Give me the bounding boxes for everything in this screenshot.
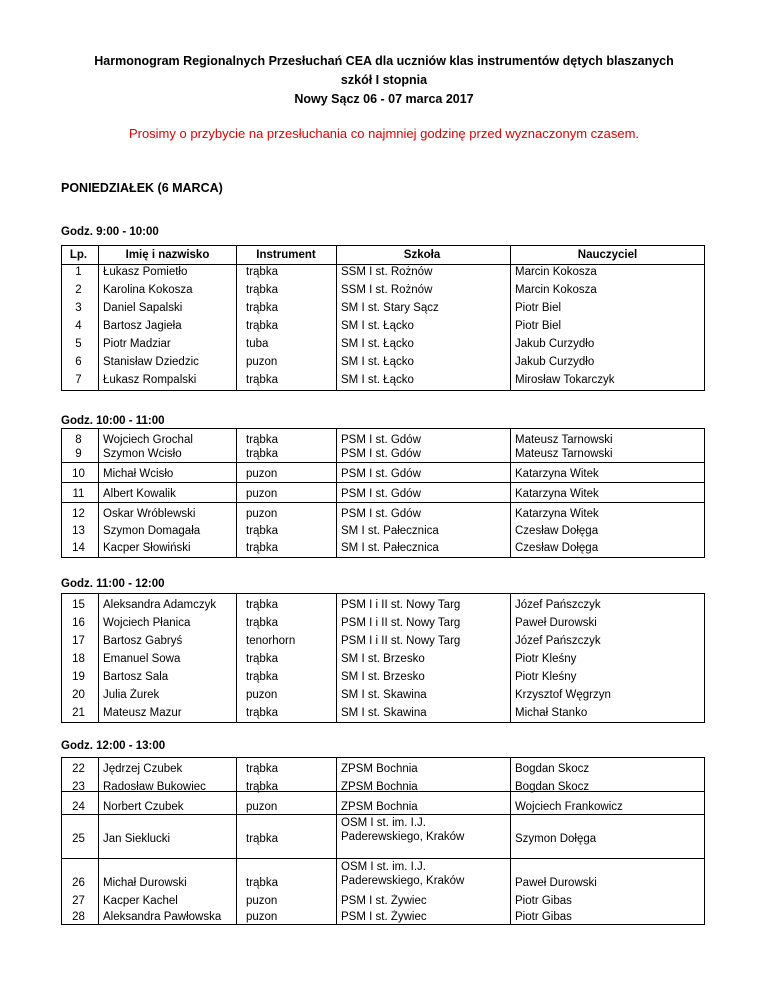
cell-school: PSM I st. Gdów [341,468,421,480]
cell-school: PSM I st. Żywiec [341,895,427,907]
cell-school [341,816,511,844]
cell-school: PSM I i II st. Nowy Targ [341,617,461,629]
cell-instrument: trąbka [246,763,278,775]
cell-school: SM I st. Skawina [341,689,427,701]
cell-lp: 17 [72,635,85,647]
cell-teacher: Krzysztof Węgrzyn [515,689,611,701]
cell-lp: 6 [75,356,82,368]
cell-teacher: Piotr Biel [515,302,562,314]
table-column-divider [98,429,99,557]
cell-instrument: trąbka [246,266,278,278]
cell-name: Jędrzej Czubek [103,763,183,775]
cell-name: Albert Kowalik [103,488,176,500]
cell-instrument: puzon [246,488,278,500]
cell-name: Karolina Kokosza [103,284,193,296]
cell-school: ZPSM Bochnia [341,781,418,793]
cell-school: PSM I i II st. Nowy Targ [341,599,461,611]
cell-instrument: tuba [246,338,269,350]
cell-lp: 14 [72,542,85,554]
school-line-2: Paderewskiego, Kraków [341,831,465,843]
time-slot-label: Godz. 12:00 - 13:00 [61,740,166,752]
cell-instrument: trąbka [246,653,278,665]
cell-name: Julia Żurek [103,689,160,701]
schedule-table [61,245,705,391]
cell-teacher: Michał Stanko [515,707,588,719]
cell-teacher: Paweł Durowski [515,617,597,629]
cell-school: SM I st. Brzesko [341,653,425,665]
cell-lp: 19 [72,671,85,683]
document-title [0,52,768,109]
cell-lp: 11 [72,488,85,500]
cell-instrument: puzon [246,468,278,480]
title-line-3: Nowy Sącz 06 - 07 marca 2017 [294,92,474,106]
table-column-divider [98,594,99,722]
cell-lp: 12 [72,508,85,520]
header-lp: Lp. [69,249,88,261]
cell-lp: 2 [75,284,82,296]
cell-instrument: trąbka [246,542,278,554]
cell-name: Łukasz Pomietło [103,266,188,278]
cell-teacher: Józef Pańszczyk [515,599,601,611]
cell-name: Wojciech Grochal [103,434,193,446]
cell-instrument: puzon [246,895,278,907]
school-line-1: OSM I st. im. I.J. [341,861,426,873]
cell-school: SM I st. Stary Sącz [341,302,439,314]
cell-school: SM I st. Pałecznica [341,525,439,537]
cell-name: Stanisław Dziedzic [103,356,199,368]
cell-name: Łukasz Rompalski [103,374,197,386]
cell-teacher: Jakub Curzydło [515,338,595,350]
cell-instrument: trąbka [246,617,278,629]
cell-lp: 16 [72,617,85,629]
cell-name: Bartosz Gabryś [103,635,183,647]
cell-lp: 25 [72,833,85,845]
cell-lp: 27 [72,895,85,907]
table-column-divider [98,246,99,390]
cell-instrument: trąbka [246,671,278,683]
cell-instrument: trąbka [246,434,278,446]
schedule-table [61,757,705,925]
cell-name: Oskar Wróblewski [103,508,196,520]
cell-teacher: Mirosław Tokarczyk [515,374,615,386]
cell-name: Michał Durowski [103,877,187,889]
cell-lp: 28 [72,911,85,923]
cell-instrument: puzon [246,801,278,813]
cell-school: PSM I st. Gdów [341,488,421,500]
cell-name: Jan Sieklucki [103,833,171,845]
title-line-1: Harmonogram Regionalnych Przesłuchań CEA dla uczniów klas instrumentów dętych blaszanych [94,54,674,68]
school-line-1: OSM I st. im. I.J. [341,817,426,829]
cell-teacher: Bogdan Skocz [515,763,590,775]
cell-school: SM I st. Łącko [341,356,414,368]
cell-teacher: Marcin Kokosza [515,284,597,296]
cell-school: PSM I st. Gdów [341,448,421,460]
cell-name: Wojciech Płanica [103,617,191,629]
cell-lp: 22 [72,763,85,775]
title-line-2: szkół I stopnia [340,73,428,87]
cell-name: Emanuel Sowa [103,653,181,665]
cell-lp: 7 [75,374,82,386]
cell-school: SM I st. Łącko [341,374,414,386]
cell-lp: 23 [72,781,85,793]
schedule-table [61,593,705,723]
cell-instrument: tenorhorn [246,635,296,647]
cell-teacher: Piotr Gibas [515,911,572,923]
cell-school: ZPSM Bochnia [341,763,418,775]
cell-lp: 1 [75,266,82,278]
cell-name: Radosław Bukowiec [103,781,206,793]
table-row-divider [62,482,704,483]
cell-name: Mateusz Mazur [103,707,182,719]
table-column-divider [336,246,337,390]
cell-teacher: Jakub Curzydło [515,356,595,368]
cell-instrument: trąbka [246,448,278,460]
cell-lp: 15 [72,599,85,611]
cell-instrument: trąbka [246,525,278,537]
cell-teacher: Katarzyna Witek [515,468,599,480]
cell-school: PSM I i II st. Nowy Targ [341,635,461,647]
cell-teacher: Piotr Gibas [515,895,572,907]
table-row-divider [62,462,704,463]
cell-name: Daniel Sapalski [103,302,183,314]
cell-instrument: trąbka [246,284,278,296]
arrival-notice: Prosimy o przybycie na przesłuchania co najmniej godzinę przed wyznaczonym czasem. [128,126,640,141]
cell-lp: 18 [72,653,85,665]
cell-school: PSM I st. Żywiec [341,911,427,923]
cell-lp: 26 [72,877,85,889]
cell-name: Aleksandra Pawłowska [103,911,222,923]
cell-teacher: Mateusz Tarnowski [515,448,613,460]
cell-name: Bartosz Jagieła [103,320,182,332]
cell-lp: 4 [75,320,82,332]
table-column-divider [336,594,337,722]
cell-lp: 5 [75,338,82,350]
cell-teacher: Marcin Kokosza [515,266,597,278]
cell-instrument: trąbka [246,781,278,793]
cell-instrument: trąbka [246,374,278,386]
cell-teacher: Wojciech Frankowicz [515,801,623,813]
table-column-divider [98,758,99,924]
cell-instrument: puzon [246,689,278,701]
cell-teacher: Piotr Kleśny [515,671,577,683]
cell-teacher: Józef Pańszczyk [515,635,601,647]
cell-name: Kacper Kachel [103,895,178,907]
cell-teacher: Szymon Dołęga [515,833,597,845]
time-slot-label: Godz. 9:00 - 10:00 [61,226,159,238]
cell-school [341,860,511,888]
header-teacher: Nauczyciel [577,249,638,261]
cell-name: Aleksandra Adamczyk [103,599,217,611]
cell-lp: 13 [72,525,85,537]
header-instrument: Instrument [256,249,316,261]
cell-name: Norbert Czubek [103,801,184,813]
cell-instrument: trąbka [246,707,278,719]
cell-instrument: trąbka [246,877,278,889]
cell-teacher: Katarzyna Witek [515,508,599,520]
cell-name: Michał Wcisło [103,468,174,480]
cell-lp: 24 [72,801,85,813]
cell-lp: 3 [75,302,82,314]
table-column-divider [336,758,337,924]
cell-lp: 20 [72,689,85,701]
cell-school: ZPSM Bochnia [341,801,418,813]
schedule-table [61,428,705,558]
cell-instrument: puzon [246,356,278,368]
time-slot-label: Godz. 11:00 - 12:00 [61,578,165,590]
cell-lp: 8 [75,434,82,446]
day-heading: PONIEDZIAŁEK (6 MARCA) [61,181,223,195]
time-slot-label: Godz. 10:00 - 11:00 [61,415,165,427]
cell-teacher: Piotr Biel [515,320,562,332]
cell-instrument: trąbka [246,833,278,845]
cell-name: Piotr Madziar [103,338,171,350]
cell-lp: 10 [72,468,85,480]
cell-instrument: trąbka [246,320,278,332]
cell-name: Szymon Domagała [103,525,201,537]
cell-school: PSM I st. Gdów [341,434,421,446]
cell-name: Bartosz Sala [103,671,169,683]
cell-school: SSM I st. Rożnów [341,284,433,296]
table-row-divider [62,502,704,503]
cell-teacher: Czesław Dołęga [515,542,599,554]
cell-school: SSM I st. Rożnów [341,266,433,278]
table-row-divider [62,858,704,859]
cell-name: Szymon Wcisło [103,448,182,460]
table-column-divider [336,429,337,557]
cell-instrument: trąbka [246,302,278,314]
cell-teacher: Bogdan Skocz [515,781,590,793]
school-line-2: Paderewskiego, Kraków [341,875,465,887]
cell-instrument: puzon [246,911,278,923]
cell-name: Kacper Słowiński [103,542,191,554]
cell-teacher: Mateusz Tarnowski [515,434,613,446]
cell-school: SM I st. Łącko [341,320,414,332]
header-school: Szkoła [403,249,441,261]
table-row-divider [62,814,704,815]
cell-lp: 21 [72,707,85,719]
cell-school: PSM I st. Gdów [341,508,421,520]
cell-teacher: Czesław Dołęga [515,525,599,537]
header-name: Imię i nazwisko [125,249,210,261]
cell-school: SM I st. Skawina [341,707,427,719]
cell-school: SM I st. Łącko [341,338,414,350]
cell-instrument: puzon [246,508,278,520]
cell-lp: 9 [75,448,82,460]
cell-instrument: trąbka [246,599,278,611]
cell-teacher: Paweł Durowski [515,877,597,889]
cell-school: SM I st. Pałecznica [341,542,439,554]
cell-teacher: Katarzyna Witek [515,488,599,500]
cell-teacher: Piotr Kleśny [515,653,577,665]
cell-school: SM I st. Brzesko [341,671,425,683]
